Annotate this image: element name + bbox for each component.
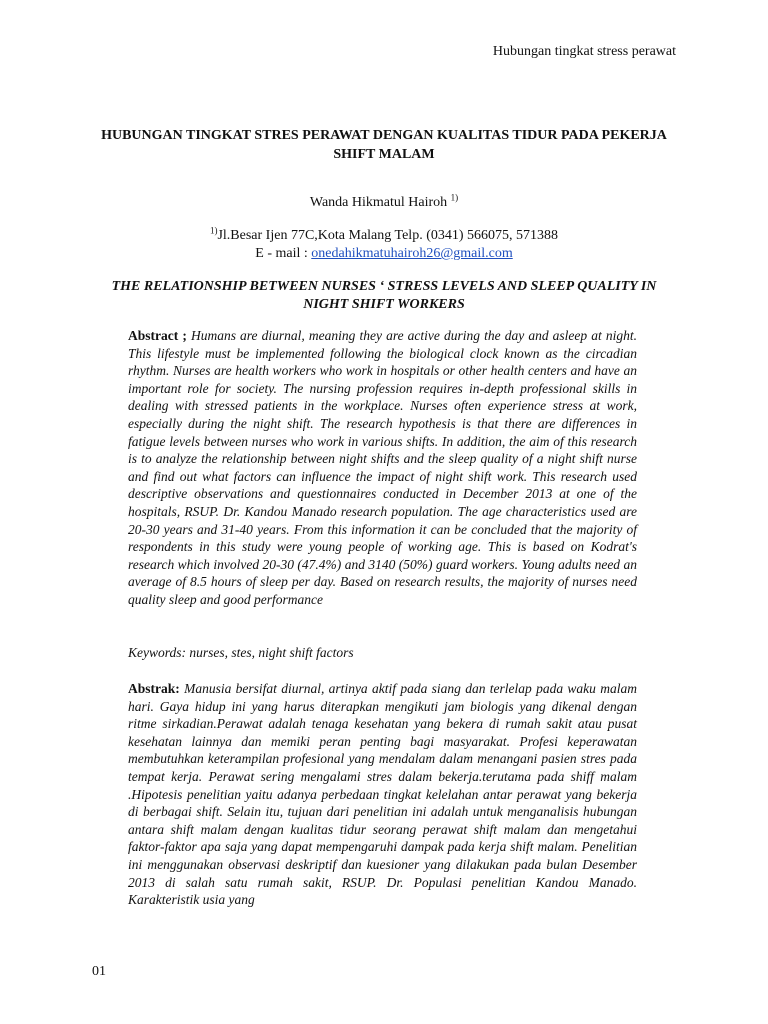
affiliation-address: Jl.Besar Ijen 77C,Kota Malang Telp. (0341) 566075, 571388 bbox=[217, 228, 559, 243]
abstract-indonesian bbox=[128, 680, 637, 909]
affiliation-block bbox=[0, 227, 768, 263]
email-line bbox=[0, 245, 768, 263]
abstrak-text: Manusia bersifat diurnal, artinya aktif pada siang dan terlelap pada waku malam hari. Gaya hidup ini yang harus diterapkan mengikuti jam biologis yang dikenal dengan ritme sirkadian.Perawat adalah tenaga kesehatan yang bekera di rumah sakit atau pusat kesehatan lainnya dan memiki peran penting bagi masyarakat. Profesi keperawatan membutuhkan keterampilan profesional yang mendalam dalam menangani pasien stres pada tempat kerja. Perawat sering mengalami stres dalam bekerja.terutama pada shiff malam .Hipotesis penelitian yaitu adanya perbedaan tingkat kelelahan antar perawat yang bekerja di berbagai shift. Selain itu, tujuan dari penelitian ini adalah untuk menganalisis hubungan antara shift malam dengan kualitas tidur seorang perawat shift malam dan mengetahui faktor-faktor apa saja yang dapat mempengaruhi dampak pada kerja shift malam. Penelitian ini menggunakan observasi deskriptif dan kuesioner yang dilakukan pada bulan Desember 2013 di salah satu rumah sakit, RSUP. Dr. Populasi penelitian Kandou Manado. Karakteristik usia yang bbox=[128, 681, 637, 908]
keywords: Keywords: nurses, stes, night shift factors bbox=[128, 645, 354, 660]
email-label: E - mail : bbox=[255, 246, 312, 261]
author-name: Wanda Hikmatul Hairoh bbox=[309, 195, 448, 210]
affiliation-superscript: 1) bbox=[209, 225, 218, 236]
abstrak-label: Abstrak: bbox=[128, 681, 180, 696]
running-head: Hubungan tingkat stress perawat bbox=[492, 44, 676, 59]
author-superscript: 1) bbox=[450, 192, 459, 203]
affiliation-address-line bbox=[0, 227, 768, 245]
abstract-text: Humans are diurnal, meaning they are active during the day and asleep at night. This lifestyle must be implemented following the biological clock known as the circadian rhythm. Nurses are health workers who work in hospitals or other health centers and have an important role for society. The nursing profession requires in-depth professional skills in dealing with stressed patients in the workplace. Nurses often experience stress at work, especially during the night shift. The research hypothesis is that there are differences in fatigue levels between nurses who work in various shifts. In addition, the aim of this research is to analyze the relationship between night shifts and the sleep quality of a night shift nurse and find out what factors can influence the impact of night shift work. This research used descriptive observations and questionnaires conducted in December 2013 at one of the hospitals, RSUP. Dr. Kandou Manado research population. The age characteristics used are 20-30 years and 31-40 years. From this information it can be concluded that the majority of respondents in this study were young people of working age. This is based on Kodrat's research which involved 20-30 (47.4%) and 3140 (50%) guard workers. Young adults need an average of 8.5 hours of sleep per day. Based on research results, the majority of nurses need quality sleep and good performance bbox=[128, 328, 637, 607]
abstract-english bbox=[128, 327, 637, 609]
paper-title: HUBUNGAN TINGKAT STRES PERAWAT DENGAN KUALITAS TIDUR PADA PEKERJA SHIFT MALAM bbox=[101, 128, 667, 162]
email-link[interactable]: onedahikmatuhairoh26@gmail.com bbox=[311, 246, 513, 261]
abstract-label: Abstract ; bbox=[128, 328, 187, 343]
page-number: 01 bbox=[92, 964, 106, 979]
english-title: THE RELATIONSHIP BETWEEN NURSES ‘ STRESS LEVELS AND SLEEP QUALITY IN NIGHT SHIFT WORKERS bbox=[111, 279, 657, 312]
author-line bbox=[0, 192, 768, 211]
